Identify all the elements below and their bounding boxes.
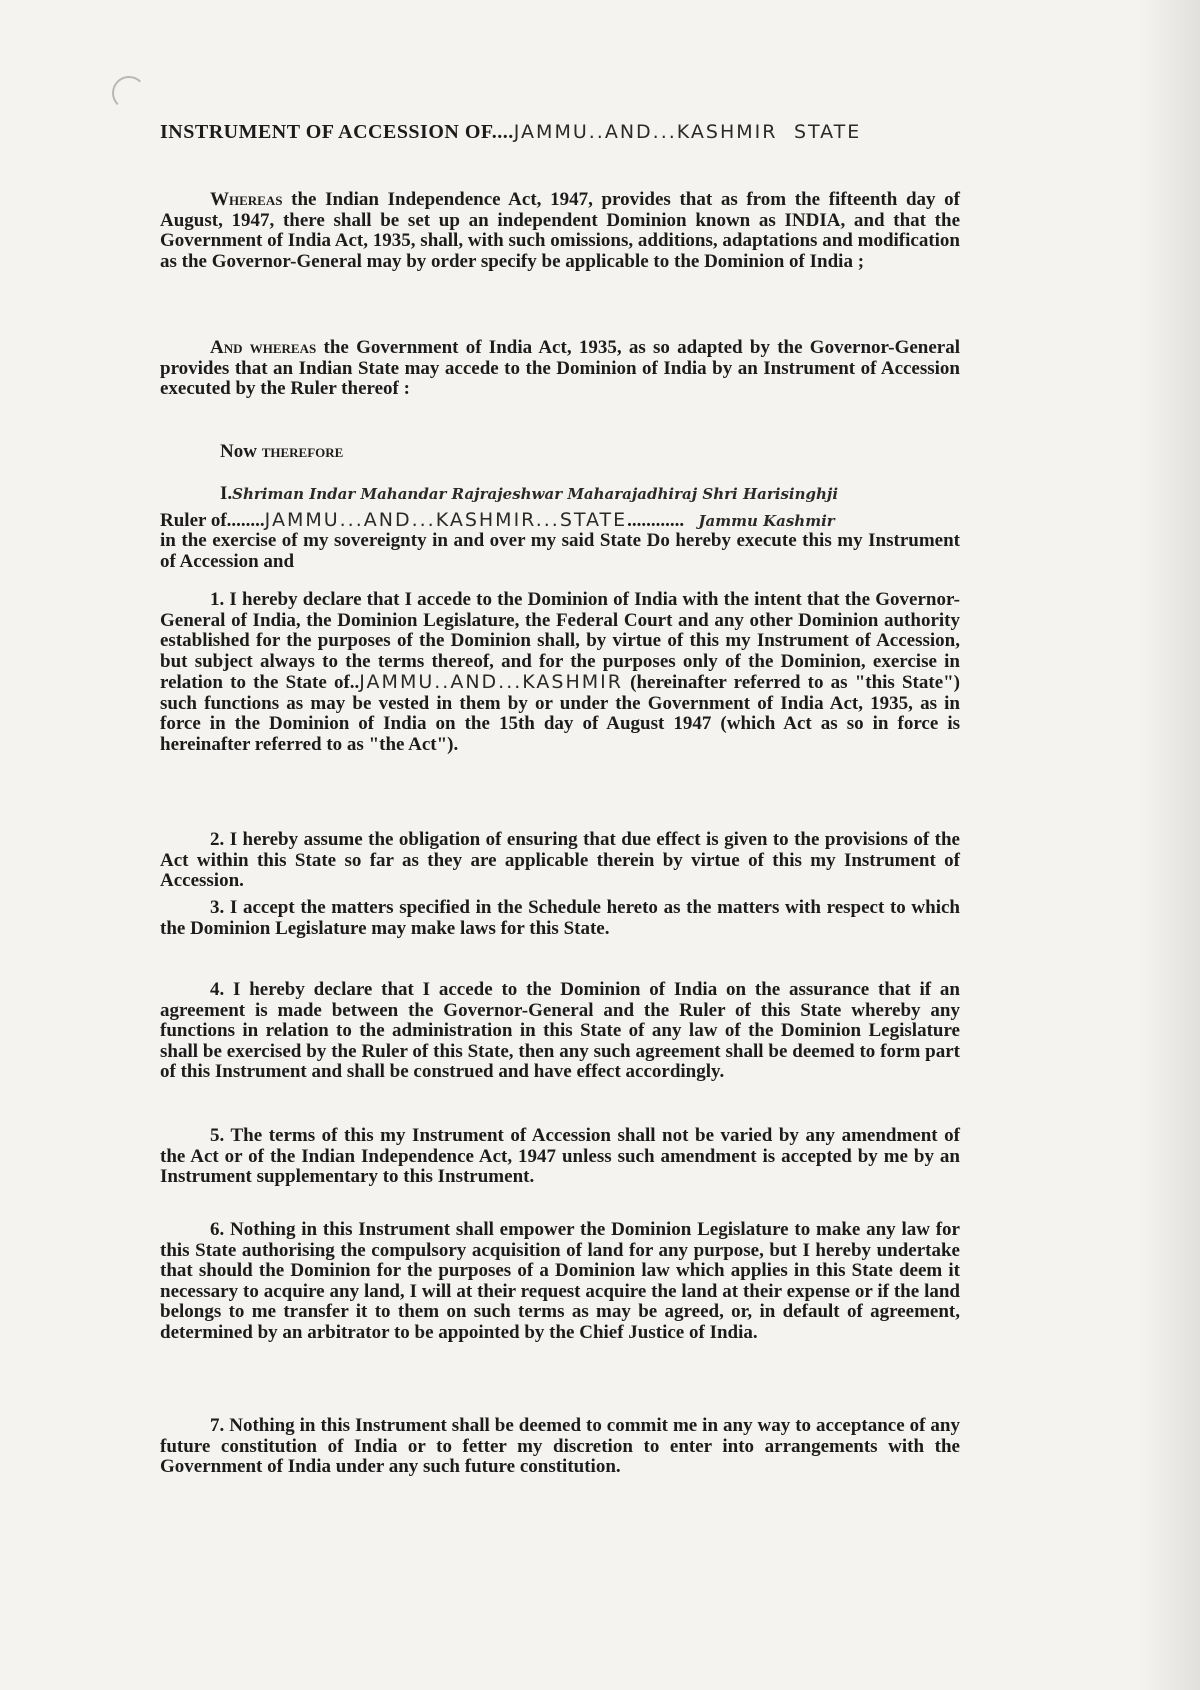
ruler-of-margin-note: Jammu Kashmir	[698, 512, 835, 530]
whereas-paragraph-2	[160, 338, 960, 400]
clause1-part-b: (hereinafter referred to as "this State") such functions as may be vested in them by or under the Government of India Act, 1935, as in force in the Dominion of India on the 15th day of August 1947 (which Act as so in force is hereinafter referred to as "the Act").	[160, 672, 960, 755]
whereas-paragraph-1	[160, 190, 960, 272]
title-printed: INSTRUMENT OF ACCESSION OF....	[160, 121, 514, 143]
i-prefix: I.	[220, 483, 233, 504]
clause-3: 3. I accept the matters specified in the Schedule hereto as the matters with respect to which the Dominion Legislature may make laws for this State.	[160, 897, 960, 939]
ruler-of-state: JAMMU...AND...KASHMIR...STATE	[264, 509, 628, 531]
ruler-of-label: Ruler of........	[160, 510, 265, 531]
ruler-of-dots: ............	[627, 510, 685, 531]
clause1-state-handwritten: JAMMU..AND...KASHMIR	[359, 671, 623, 693]
whereas1-lead: Whereas	[210, 189, 283, 210]
whereas2-text: the Government of India Act, 1935, as so adapted by the Governor-General provides that an Indian State may accede to the Dominion of India by an Instrument of Accession executed by the Ruler thereof :	[160, 337, 960, 399]
therefore-word: therefore	[261, 441, 344, 462]
clause-1	[160, 590, 960, 755]
clause-4: 4. I hereby declare that I accede to the Dominion of India on the assurance that if an agreement is made between the Governor-General and the Ruler of this State whereby any functions in relation to the administration in this State of any law of the Dominion Legislature shall be exercised by the Ruler of this State, then any such agreement shall be deemed to form part of this Instrument and shall be construed and have effect accordingly.	[160, 979, 960, 1082]
clause-5: 5. The terms of this my Instrument of Accession shall not be varied by any amendment of the Act or of the Indian Independence Act, 1947 unless such amendment is accepted by me by an Instrument supplementary to this Instrument.	[160, 1125, 960, 1187]
ruler-name-line	[220, 484, 1200, 505]
clause-2: 2. I hereby assume the obligation of ensuring that due effect is given to the provisions of the Act within this State so far as they are applicable therein by virtue of this my Instrument of Accession.	[160, 829, 960, 891]
clause-7: 7. Nothing in this Instrument shall be deemed to commit me in any way to acceptance of any future constitution of India or to fetter my discretion to enter into arrangements with the Government of India under any such future constitution.	[160, 1415, 960, 1477]
ruler-name-handwritten: Shriman Indar Mahandar Rajrajeshwar Maharajadhiraj Shri Harisinghji	[232, 485, 839, 503]
whereas1-text: the Indian Independence Act, 1947, provides that as from the fifteenth day of August, 1947, there shall be set up an independent Dominion known as INDIA, and that the Government of India Act, 1935, shall, with such omissions, additions, adaptations and modification as the Governor-General may by order specify be applicable to the Dominion of India ;	[160, 189, 961, 272]
title-handwritten-state: JAMMU..AND...KASHMIR	[513, 121, 778, 143]
ruler-of-line	[160, 510, 1200, 532]
document-title	[160, 122, 1150, 143]
clause-6: 6. Nothing in this Instrument shall empower the Dominion Legislature to make any law for this State authorising the compulsory acquisition of land for any purpose, but I hereby undertake that should the Dominion for the purposes of a Dominion law which applies in this State deem it necessary to acquire any land, I will at their request acquire the land at their expense or if the land belongs to me transfer it to them on such terms as may be agreed, or, in default of agreement, determined by an arbitrator to be appointed by the Chief Justice of India.	[160, 1219, 960, 1343]
whereas2-lead: And whereas	[210, 337, 317, 358]
now-therefore	[220, 442, 343, 463]
clause1-part-a: 1. I hereby declare that I accede to the Dominion of India with the intent that the Governor-General of India, the Dominion Legislature, the Federal Court and any other Dominion authority established for the purposes of the Dominion shall, by virtue of this my Instrument of Accession, but subject always to the terms thereof, and for the purposes only of the Dominion, exercise in relation to the State of..	[160, 589, 960, 693]
title-state-word: STATE	[793, 121, 862, 143]
now-word: Now	[220, 441, 257, 462]
page-edge-shadow	[1140, 0, 1200, 1690]
punch-hole-mark	[112, 76, 146, 110]
execute-paragraph: in the exercise of my sovereignty in and over my said State Do hereby execute this my Instrument of Accession and	[160, 530, 960, 572]
